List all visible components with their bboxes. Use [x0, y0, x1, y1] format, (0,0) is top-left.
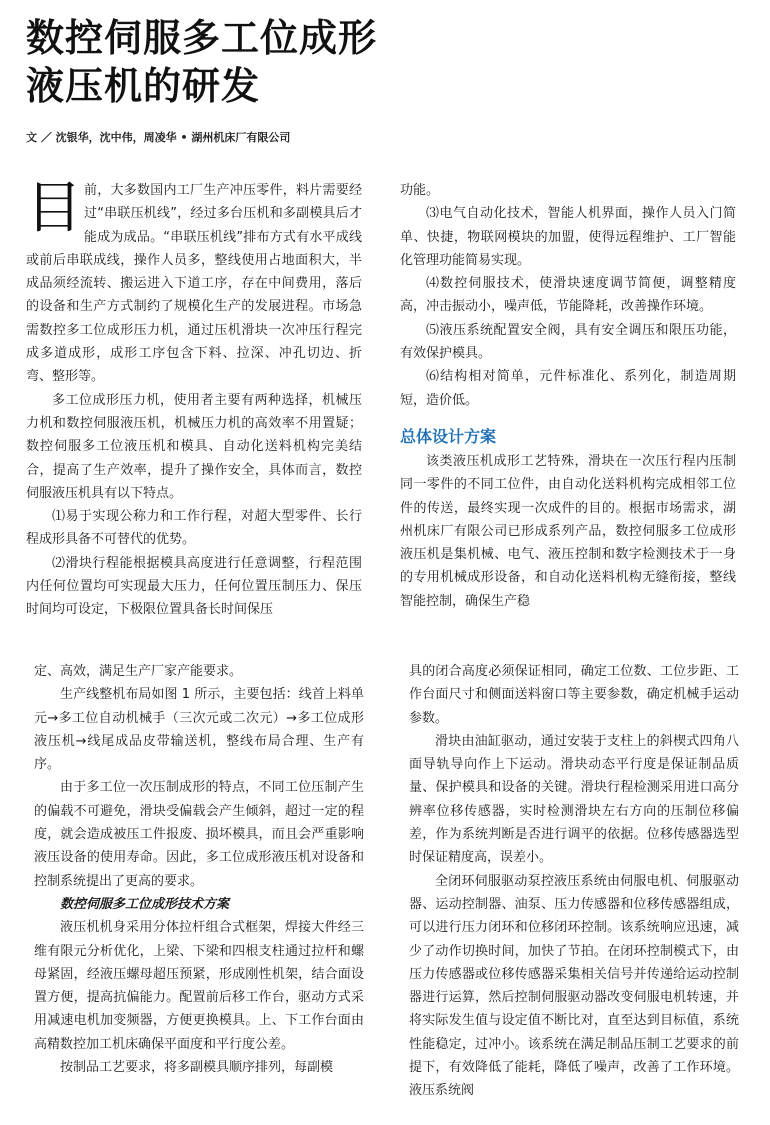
- paragraph: 液压机机身采用分体拉杆组合式框架，焊接大件经三维有限元分析优化，上梁、下梁和四根支柱通过拉杆和螺母紧固，经液压螺母超压预紧，形成刚性机架，结合面设置方便，提高抗偏能力。配置前后移工作台，驱动方式采用减速电机加变频器，方便更换模具。上、下工作台面由高精数控加工机床确保平面度和平行度公差。: [34, 920, 364, 1052]
- paragraph: 该类液压机成形工艺特殊，滑块在一次压行程内压制同一零件的不同工位件，由自动化送料机构完成相邻工位件的传送，最终实现一次成件的目的。根据市场需求，湖州机床厂有限公司已形成系列产品，数控伺服多工位成形液压机是集机械、电气、液压控制和数字检测技术于一身的专用机械成形设备，和自动化送料机构无缝衔接，整线智能控制，确保生产稳: [400, 453, 736, 609]
- subsection-heading: 数控伺服多工位成形技术方案: [60, 896, 230, 912]
- column-3: [34, 660, 364, 1079]
- paragraph: 按制品工艺要求，将多副模具顺序排列，每副模: [60, 1060, 334, 1076]
- paragraph: 功能。: [400, 183, 440, 198]
- paragraph: 定、高效，满足生产厂家产能要求。: [34, 664, 243, 679]
- paragraph: ⑵滑块行程能根据模具高度进行任意调整，行程范围内任何位置均可实现最大压力，任何位置压制压力、保压时间均可设定，下极限位置具备长时间保压: [26, 555, 362, 618]
- paragraph: ⑷数控伺服技术，使滑块速度调节简便，调整精度高，冲击振动小，噪声低，节能降耗，改善操作环境。: [400, 276, 736, 315]
- title-line-1: 数控伺服多工位成形: [26, 16, 378, 60]
- paragraph: 全闭环伺服驱动泵控液压系统由伺服电机、伺服驱动器、运动控制器、油泵、压力传感器和位移传感器组成，可以进行压力闭环和位移闭环控制。该系统响应迅速，减少了动作切换时间，加快了节拍。在闭环控制模式下，由压力传感器或位移传感器采集相关信号并传递给运动控制器进行运算，然后控制伺服驱动器改变伺服电机转速，并将实际发生值与设定值不断比对，直至达到目标值，系统性能稳定，过冲小。该系统在满足制品压制工艺要求的前提下，有效降低了能耗，降低了噪声，改善了工作环境。液压系统阀: [409, 873, 739, 1099]
- paragraph-text: 前，大多数国内工厂生产冲压零件，料片需要经过“串联压机线”，经过多台压机和多副模具后才能成为成品。“串联压机线”排布方式有水平成线或前后串联成线，操作人员多，整线使用占地面积大，半成品须经流转、搬运进入下道工序，存在中间费用，落后的设备和生产方式制约了规模化生产的发展进程。市场急需数控多工位成形压力机，通过压机滑块一次冲压行程完成多道成形，成形工序包含下料、拉深、冲孔切边、折弯、整形等。: [26, 183, 362, 385]
- paragraph: 由于多工位一次压制成形的特点，不同工位压制产生的偏载不可避免，滑块受偏载会产生倾斜，超过一定的程度，就会造成被压工件报废、损坏模具，而且会严重影响液压设备的使用寿命。因此，多工位成形液压机对设备和控制系统提出了更高的要求。: [34, 780, 364, 889]
- paragraph: ⑸液压系统配置安全阀，具有安全调压和限压功能，有效保护模具。: [400, 322, 736, 362]
- column-2: [400, 179, 736, 613]
- column-4: [409, 660, 739, 1103]
- paragraph: [26, 176, 362, 389]
- paragraph: ⑹结构相对简单，元件标准化、系列化，制造周期短，造价低。: [400, 369, 736, 408]
- paragraph: 具的闭合高度必须保证相同，确定工位数、工位步距、工作台面尺寸和侧面送料窗口等主要参数，确定机械手运动参数。: [409, 664, 739, 726]
- title-line-2: 液压机的研发: [26, 64, 261, 108]
- page-title: [26, 14, 726, 110]
- drop-cap: 目: [26, 176, 82, 241]
- paragraph: 生产线整机布局如图 1 所示，主要包括：线首上料单元→多工位自动机械手（三次元或二次元）→多工位成形液压机→线尾成品皮带输送机，整线布局合理、生产有序。: [34, 687, 364, 773]
- byline: 文 ／ 沈银华，沈中伟，周凌华 • 湖州机床厂有限公司: [26, 131, 291, 144]
- paragraph: 滑块由油缸驱动，通过安装于支柱上的斜楔式四角八面导轨导向作上下运动。滑块动态平行度是保证制品质量、保护模具和设备的关键。滑块行程检测采用进口高分辨率位移传感器，实时检测滑块左右方向的压制位移偏差，作为系统判断是否进行调平的依据。位移传感器选型时保证精度高，误差小。: [409, 733, 739, 866]
- paragraph: ⑶电气自动化技术，智能人机界面，操作人员入门简单、快捷，物联网模块的加盟，使得远程维护、工厂智能化管理功能简易实现。: [400, 206, 736, 268]
- paragraph: ⑴易于实现公称力和工作行程，对超大型零件、长行程成形具备不可替代的优势。: [26, 509, 362, 548]
- section-heading: 总体设计方案: [400, 426, 497, 446]
- paragraph: 多工位成形压力机，使用者主要有两种选择，机械压力机和数控伺服液压机，机械压力机的高效率不用置疑；数控伺服多工位液压机和模具、自动化送料机构完美结合，提高了生产效率，提升了操作安全，具体而言，数控伺服液压机具有以下特点。: [26, 392, 362, 501]
- column-1: [26, 176, 362, 622]
